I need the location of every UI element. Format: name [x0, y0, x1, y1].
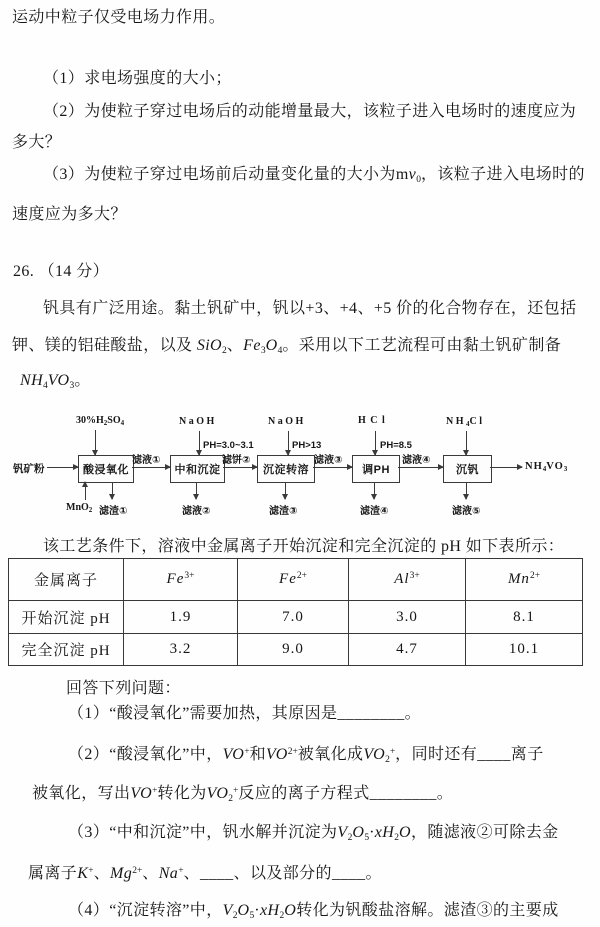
reagent-naoh2-label: NaOH	[268, 416, 306, 427]
bottom-label-residue-4: 滤渣④	[360, 506, 389, 517]
physics-question-1: （1）求电场强度的大小；	[43, 70, 232, 87]
ph-value-cell: 9.0	[238, 634, 349, 666]
flow-arrow-product	[490, 467, 522, 468]
sub-question-2-line1: （2）“酸浸氧化”中，VO+和$VO^{2+}$被氧化成$VO_2^+$，同时还有____离子	[68, 746, 544, 765]
bottom-label-filtrate-2: 滤液②	[182, 506, 211, 517]
arrow-h2so4-into-box	[95, 430, 96, 455]
ion-header-cell: $Fe^{3+}$	[124, 559, 238, 601]
reagent-naoh1-label: NaOH	[179, 416, 217, 427]
flow-label-filter-cake-2: 滤饼②	[222, 455, 251, 466]
corner-header-cell: 金属离子	[9, 559, 124, 601]
ph-value-cell: 4.7	[349, 634, 466, 666]
arrow-residue-4	[374, 482, 375, 499]
arrow-nh4cl-into-box	[466, 431, 467, 455]
physics-question-3-line2: 速度应为多大？	[12, 206, 127, 223]
sub-question-3-line2: 属离子K+、$Mg^{2+}$、Na+、____、以及部分的____。	[28, 865, 382, 882]
bottom-label-residue-1: 滤渣①	[99, 506, 128, 517]
reagent-h2so4-label: $30\%H_2SO_4$	[76, 415, 125, 427]
ph-table	[8, 558, 583, 666]
process-box-precipitate-redissolve: 沉淀转溶	[257, 455, 315, 483]
process-box-acid-leach-oxidation: 酸浸氧化	[78, 455, 134, 483]
ion-header-cell: $Mn^{2+}$	[466, 559, 583, 601]
question-26-intro-line2: 钾、镁的铝硅酸盐，以及 SiO$_2$、$Fe_3O_4$。采用以下工艺流程可由黏土钒矿制备	[12, 337, 562, 356]
arrow-naoh1-into-box	[199, 431, 200, 455]
physics-question-2-line2: 多大？	[12, 134, 62, 151]
process-box-adjust-ph: 调PH	[352, 455, 400, 483]
flow-arrow-2	[223, 467, 257, 468]
flow-label-filtrate-1: 滤液①	[132, 455, 161, 466]
bottom-label-filtrate-5: 滤液⑤	[452, 506, 481, 517]
bottom-label-residue-3: 滤渣③	[269, 506, 298, 517]
flow-label-filtrate-4: 滤液④	[402, 455, 431, 466]
process-flow-diagram	[0, 413, 600, 527]
ph-condition-dissolve: PH>13	[292, 440, 322, 451]
ph-condition-neutralize: PH=3.0~3.1	[203, 440, 254, 451]
sub-question-4-line1: （4）“沉淀转溶”中，$V_2O_5\cdot xH_2O$转化为钒酸盐溶解。滤渣③的主要成	[68, 902, 559, 921]
answer-prompt: 回答下列问题：	[66, 680, 181, 697]
table-caption: 该工艺条件下，溶液中金属离子开始沉淀和完全沉淀的 pH 如下表所示：	[43, 538, 565, 555]
question-26-intro-line1: 钒具有广泛用途。黏土钒矿中，钒以+3、+4、+5 价的化合物存在，还包括	[43, 300, 577, 317]
arrow-filtrate-2	[196, 482, 197, 499]
flow-arrow-1	[132, 467, 170, 468]
product-nh4vo3-label: $NH_4VO_3$	[525, 461, 568, 473]
ph-value-cell: 3.2	[124, 634, 238, 666]
reagent-mno2-label: MnO$_2$	[66, 502, 93, 514]
ion-header-cell: $Al^{3+}$	[349, 559, 466, 601]
arrow-filtrate-5	[466, 482, 467, 499]
arrow-residue-3	[285, 482, 286, 499]
ph-value-cell: 3.0	[349, 601, 466, 634]
sub-question-3-line1: （3）“中和沉淀”中，钒水解并沉淀为$V_2O_5\cdot xH_2O$，随滤液②可除去金	[68, 824, 559, 843]
ph-value-cell: 1.9	[124, 601, 238, 634]
question-26-heading: 26. （14 分）	[13, 263, 110, 280]
sub-question-1: （1）“酸浸氧化”需要加热，其原因是________。	[68, 705, 422, 722]
row-label-cell: 完全沉淀 pH	[9, 634, 124, 666]
flow-arrow-3	[313, 467, 352, 468]
ph-condition-adjust: PH=8.5	[380, 440, 412, 451]
physics-question-2-line1: （2）为使粒子穿过电场后的动能增量最大，该粒子进入电场时的速度应为	[43, 103, 577, 120]
flow-label-filtrate-3: 滤液③	[314, 455, 343, 466]
table-header-row	[9, 559, 583, 601]
table-row-complete-precipitation	[9, 634, 583, 666]
physics-continuation-line: 运动中粒子仅受电场力作用。	[12, 9, 226, 26]
table-row-start-precipitation	[9, 601, 583, 634]
ph-value-cell: 10.1	[466, 634, 583, 666]
process-box-precipitate-vanadium: 沉钒	[443, 455, 492, 483]
feed-label: 钒矿粉	[13, 463, 45, 475]
arrow-hcl-into-box	[375, 431, 376, 455]
question-26-intro-line3: $NH_4VO_3$。	[20, 372, 91, 391]
arrow-naoh2-into-box	[288, 431, 289, 455]
ph-value-cell: 8.1	[466, 601, 583, 634]
flow-arrow-feed	[47, 467, 78, 468]
ph-value-cell: 7.0	[238, 601, 349, 634]
process-box-neutralize-precipitate: 中和沉淀	[170, 455, 225, 483]
sub-question-2-line2: 被氧化，写出VO+转化为$VO_2^+$反应的离子方程式________。	[32, 785, 454, 804]
arrow-residue-1	[112, 482, 113, 499]
reagent-nh4cl-label: $NH_4Cl$	[446, 416, 485, 428]
arrow-mno2-into-box	[85, 482, 86, 500]
ion-header-cell: $Fe^{2+}$	[238, 559, 349, 601]
reagent-hcl-label: HCl	[358, 415, 390, 426]
row-label-cell: 开始沉淀 pH	[9, 601, 124, 634]
physics-question-3-line1: （3）为使粒子穿过电场前后动量变化量的大小为$mv_0$，该粒子进入电场时的	[43, 166, 585, 185]
flow-arrow-4	[398, 467, 443, 468]
